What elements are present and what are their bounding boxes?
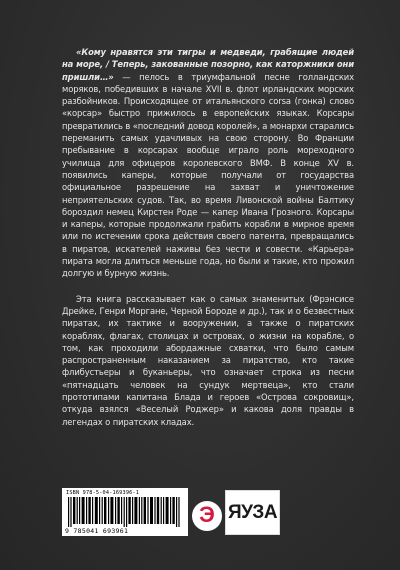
eksmo-logo-letter: Э bbox=[199, 501, 215, 527]
epigraph: «Кому нравятся эти тигры и медведи, грабящие людей на море, / Теперь, закованные позорно, как каторжники они пришли…» bbox=[62, 47, 354, 82]
yauza-logo bbox=[225, 490, 280, 535]
paragraph-1-body: — пелось в триумфальной песне голландских моряков, победивших в начале XVII в. флот ирландских морских разбойников. Происходящее от итальянского corsa (гонка) слово «корсар» быстро прижилось в европейских языках. Корсары превратились в «последний довод королей», а монархи старались переманить самых удачливых на свою сторону. Во Франции пребывание в корсарах вообще играло роль мореходного училища для офицеров королевского ВМФ. В конце XV в. появились каперы, которые получали от государства официальное разрешение на захват и уничтожение неприятельских судов. Так, во время Ливонской войны Балтику бороздил немец Кирстен Роде — капер Ивана Грозного. Корсары и каперы, которые продолжали грабить корабли в мирное время или по истечении срока действия своего патента, превращались в пиратов, искателей наживы без чести и совести. «Карьера» пирата могла длиться меньше года, но были и такие, кто прожил долгую и бурную жизнь. bbox=[62, 71, 354, 279]
barcode-bars bbox=[68, 497, 182, 527]
isbn-barcode bbox=[62, 488, 188, 536]
yauza-logo-text: ЯУЗА bbox=[227, 501, 278, 523]
annotation-paragraph-1 bbox=[62, 46, 354, 280]
annotation-text bbox=[62, 46, 354, 428]
eksmo-logo bbox=[192, 501, 222, 531]
isbn-label: ISBN 978-5-04-169396-1 bbox=[66, 490, 140, 496]
ean-digits: 9 785041 693961 bbox=[65, 527, 129, 535]
annotation-paragraph-2: Эта книга рассказывает как о самых знаменитых (Фрэнсисе Дрейке, Генри Моргане, Черной Бороде и др.), так и о безвестных пиратах, их тактике и вооружении, а также о пиратских кораблях, флагах, столицах и островах, о жизни на корабле, о том, как проходили абордажные схватки, что было самым распространенным наказанием за пиратство, кто такие флибустьеры и буканьеры, что означает строка из песни «пятнадцать человек на сундук мертвеца», кто стали прототипами капитана Блада и героев «Острова сокровищ», откуда взялся «Веселый Роджер» и какова доля правды в легендах о пиратских кладах. bbox=[62, 293, 354, 427]
